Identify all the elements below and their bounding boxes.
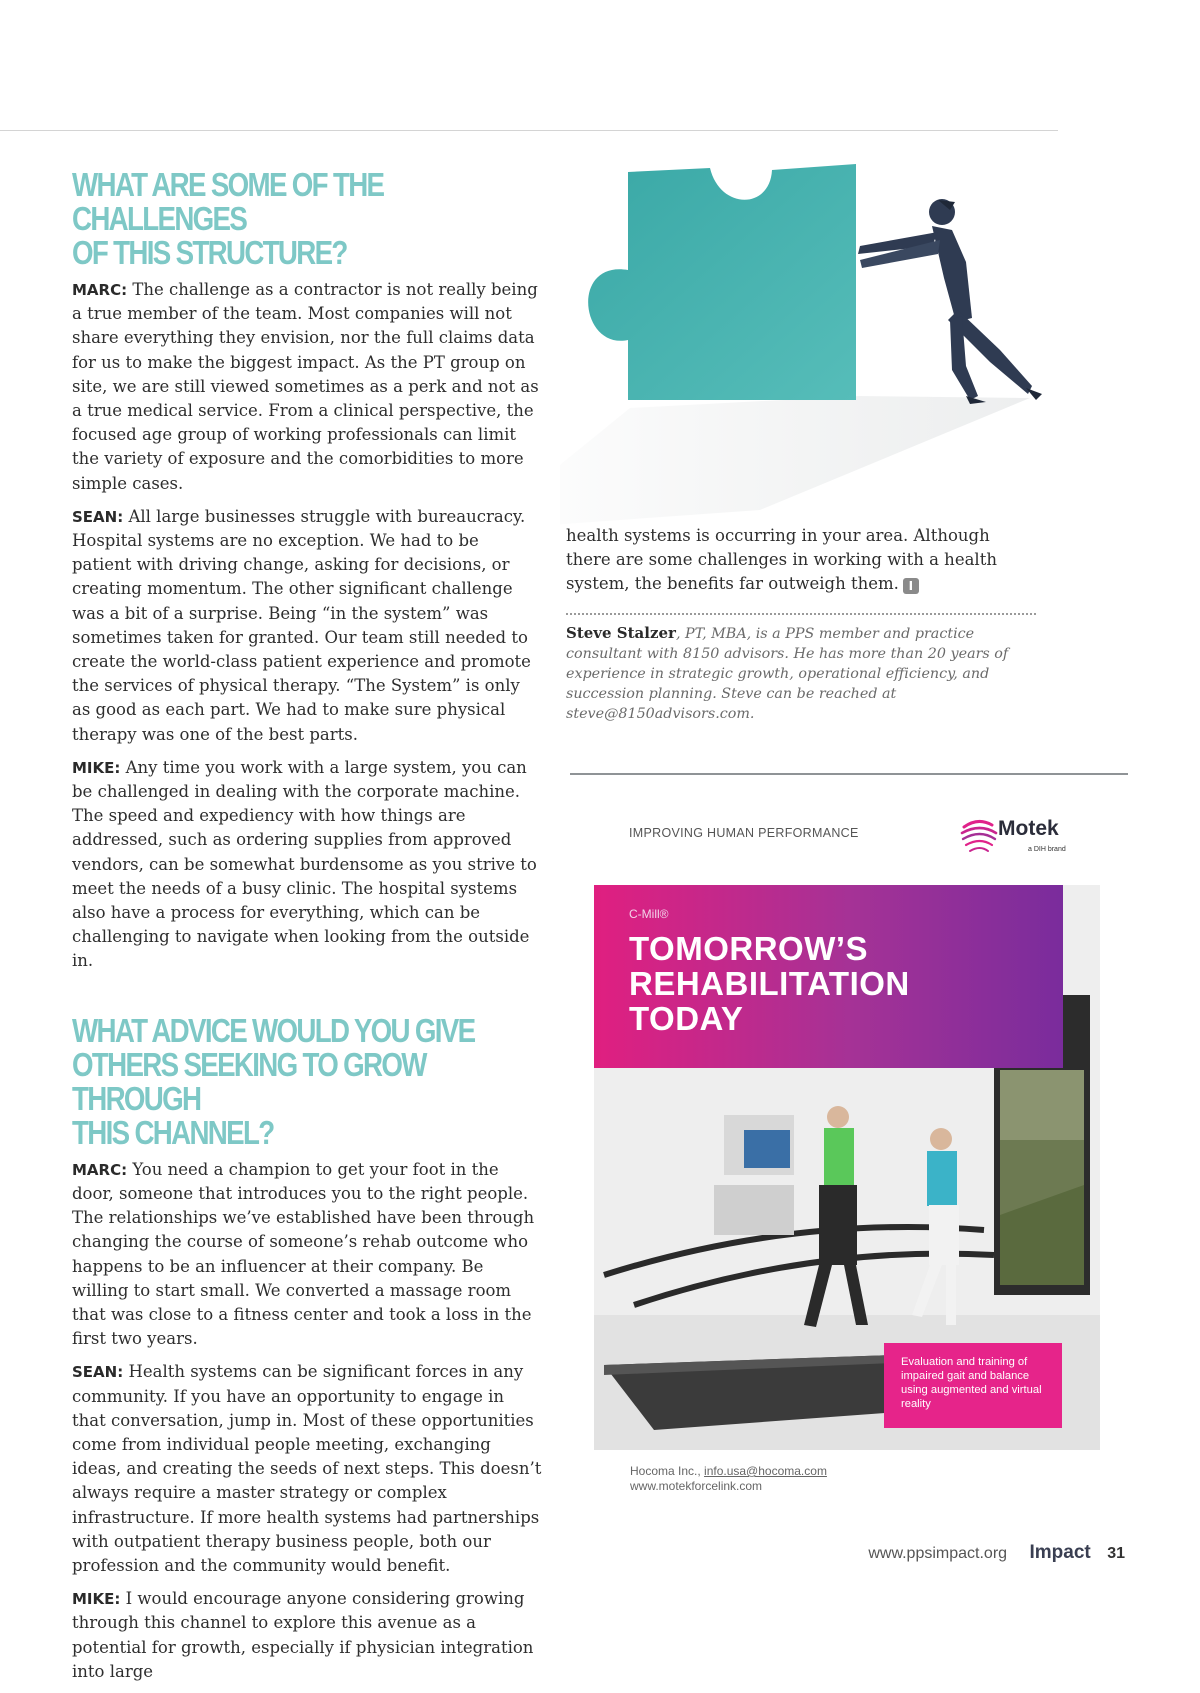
divider [566, 613, 1036, 615]
footer-site[interactable]: www.ppsimpact.org [868, 1545, 1008, 1562]
answer-mike-advice: MIKE: I would encourage anyone considering growing through this channel to explore this avenue as a potential for growth, especially if physician integration into large [72, 1589, 534, 1681]
ad-website[interactable]: www.motekforcelink.com [630, 1479, 763, 1493]
section-heading-challenges: WHAT ARE SOME OF THE CHALLENGES OF THIS STRUCTURE? [72, 166, 384, 271]
answer-sean-challenges: SEAN: All large businesses struggle with bureaucracy. Hospital systems are no exception. We had to be patient with driving change, asking for decisions, or creating momentum. The other significant challenge was a bit of a surprise. Being “in the system” was sometimes taken for granted. Our team still needed to create the world-class patient experience and promote the services of physical therapy. “The System” is only as good as each part. We had to make sure physical therapy was one of the best parts. [72, 506, 531, 744]
ad-tagline: IMPROVING HUMAN PERFORMANCE [629, 826, 859, 840]
ad-email-link[interactable]: info.usa@hocoma.com [704, 1464, 827, 1478]
ad-product-name: C-Mill® [629, 907, 669, 921]
article-end-icon: I [903, 578, 919, 594]
section-heading-advice: WHAT ADVICE WOULD YOU GIVE OTHERS SEEKING TO GROW THROUGH THIS CHANNEL? [72, 1011, 475, 1151]
ad-headline: TOMORROW’S REHABILITATION TODAY [629, 930, 910, 1037]
answer-marc-challenges: MARC: The challenge as a contractor is not really being a true member of the team. Most companies will not share everything they envision, nor the full claims data for us to make the biggest impact. As the PT group on site, we are still viewed sometimes as a perk and not as a true medical service. From a clinical perspective, the focused age group of working professionals can limit the variety of exposure and the comorbidities to more simple cases. [72, 280, 539, 493]
page-number: 31 [1107, 1545, 1125, 1562]
author-bio: Steve Stalzer, PT, MBA, is a PPS member and practice consultant with 8150 advisors. He has more than 20 years of experience in strategic growth, operational efficiency, and succession planning. Steve can be reached at steve@8150advisors.com. [566, 623, 1009, 723]
answer-marc-advice: MARC: You need a champion to get your foot in the door, someone that introduces you to the right people. The relationships we’ve established have been through changing the course of someone’s rehab outcome who happens to be an influencer at their company. Be willing to start small. We converted a massage room that was close to a fitness center and took a loss in the first two years. [72, 1159, 535, 1349]
left-column [72, 168, 542, 1693]
ad-headline-banner [594, 885, 1063, 1068]
ad-divider [570, 773, 1128, 775]
ad-contact [630, 1464, 827, 1494]
author-name: Steve Stalzer [566, 623, 676, 642]
answer-sean-advice: SEAN: Health systems can be significant forces in any community. If you have an opportunity to engage in that conversation, jump in. Most of these opportunities come from individual people meeting, exchanging ideas, and creating the seeds of next steps. This doesn’t always require a master strategy or complex infrastructure. If more health systems had partnerships with outpatient therapy business people, both our profession and the community would benefit. [72, 1362, 542, 1575]
ad-company: Hocoma Inc., [630, 1464, 705, 1478]
ad-callout-text: Evaluation and training of impaired gait and balance using augmented and virtual reality [901, 1356, 1042, 1410]
page-footer [868, 1542, 1125, 1564]
motek-subbrand: a DIH brand [1028, 846, 1066, 853]
answer-mike-continuation: health systems is occurring in your area. Although there are some challenges in working with a health system, the benefits far outweigh them. I [566, 526, 997, 594]
motek-swirl-icon [958, 815, 1000, 857]
answer-mike-challenges: MIKE: Any time you work with a large system, you can be challenged in dealing with the corporate machine. The speed and expediency with how things are addressed, such as ordering supplies from approved vendors, can be somewhat burdensome as you strive to meet the needs of a busy clinic. The hospital systems also have a process for everything, which can be challenging to navigate when looking from the outside in. [72, 757, 537, 971]
puzzle-push-illustration [560, 150, 1120, 540]
footer-magazine-name: Impact [1029, 1542, 1091, 1563]
motek-wordmark: Motek [998, 817, 1059, 840]
top-rule [0, 130, 1058, 131]
ad-callout-box [884, 1343, 1062, 1428]
right-column-text [566, 524, 1036, 725]
motek-logo [958, 815, 1068, 857]
